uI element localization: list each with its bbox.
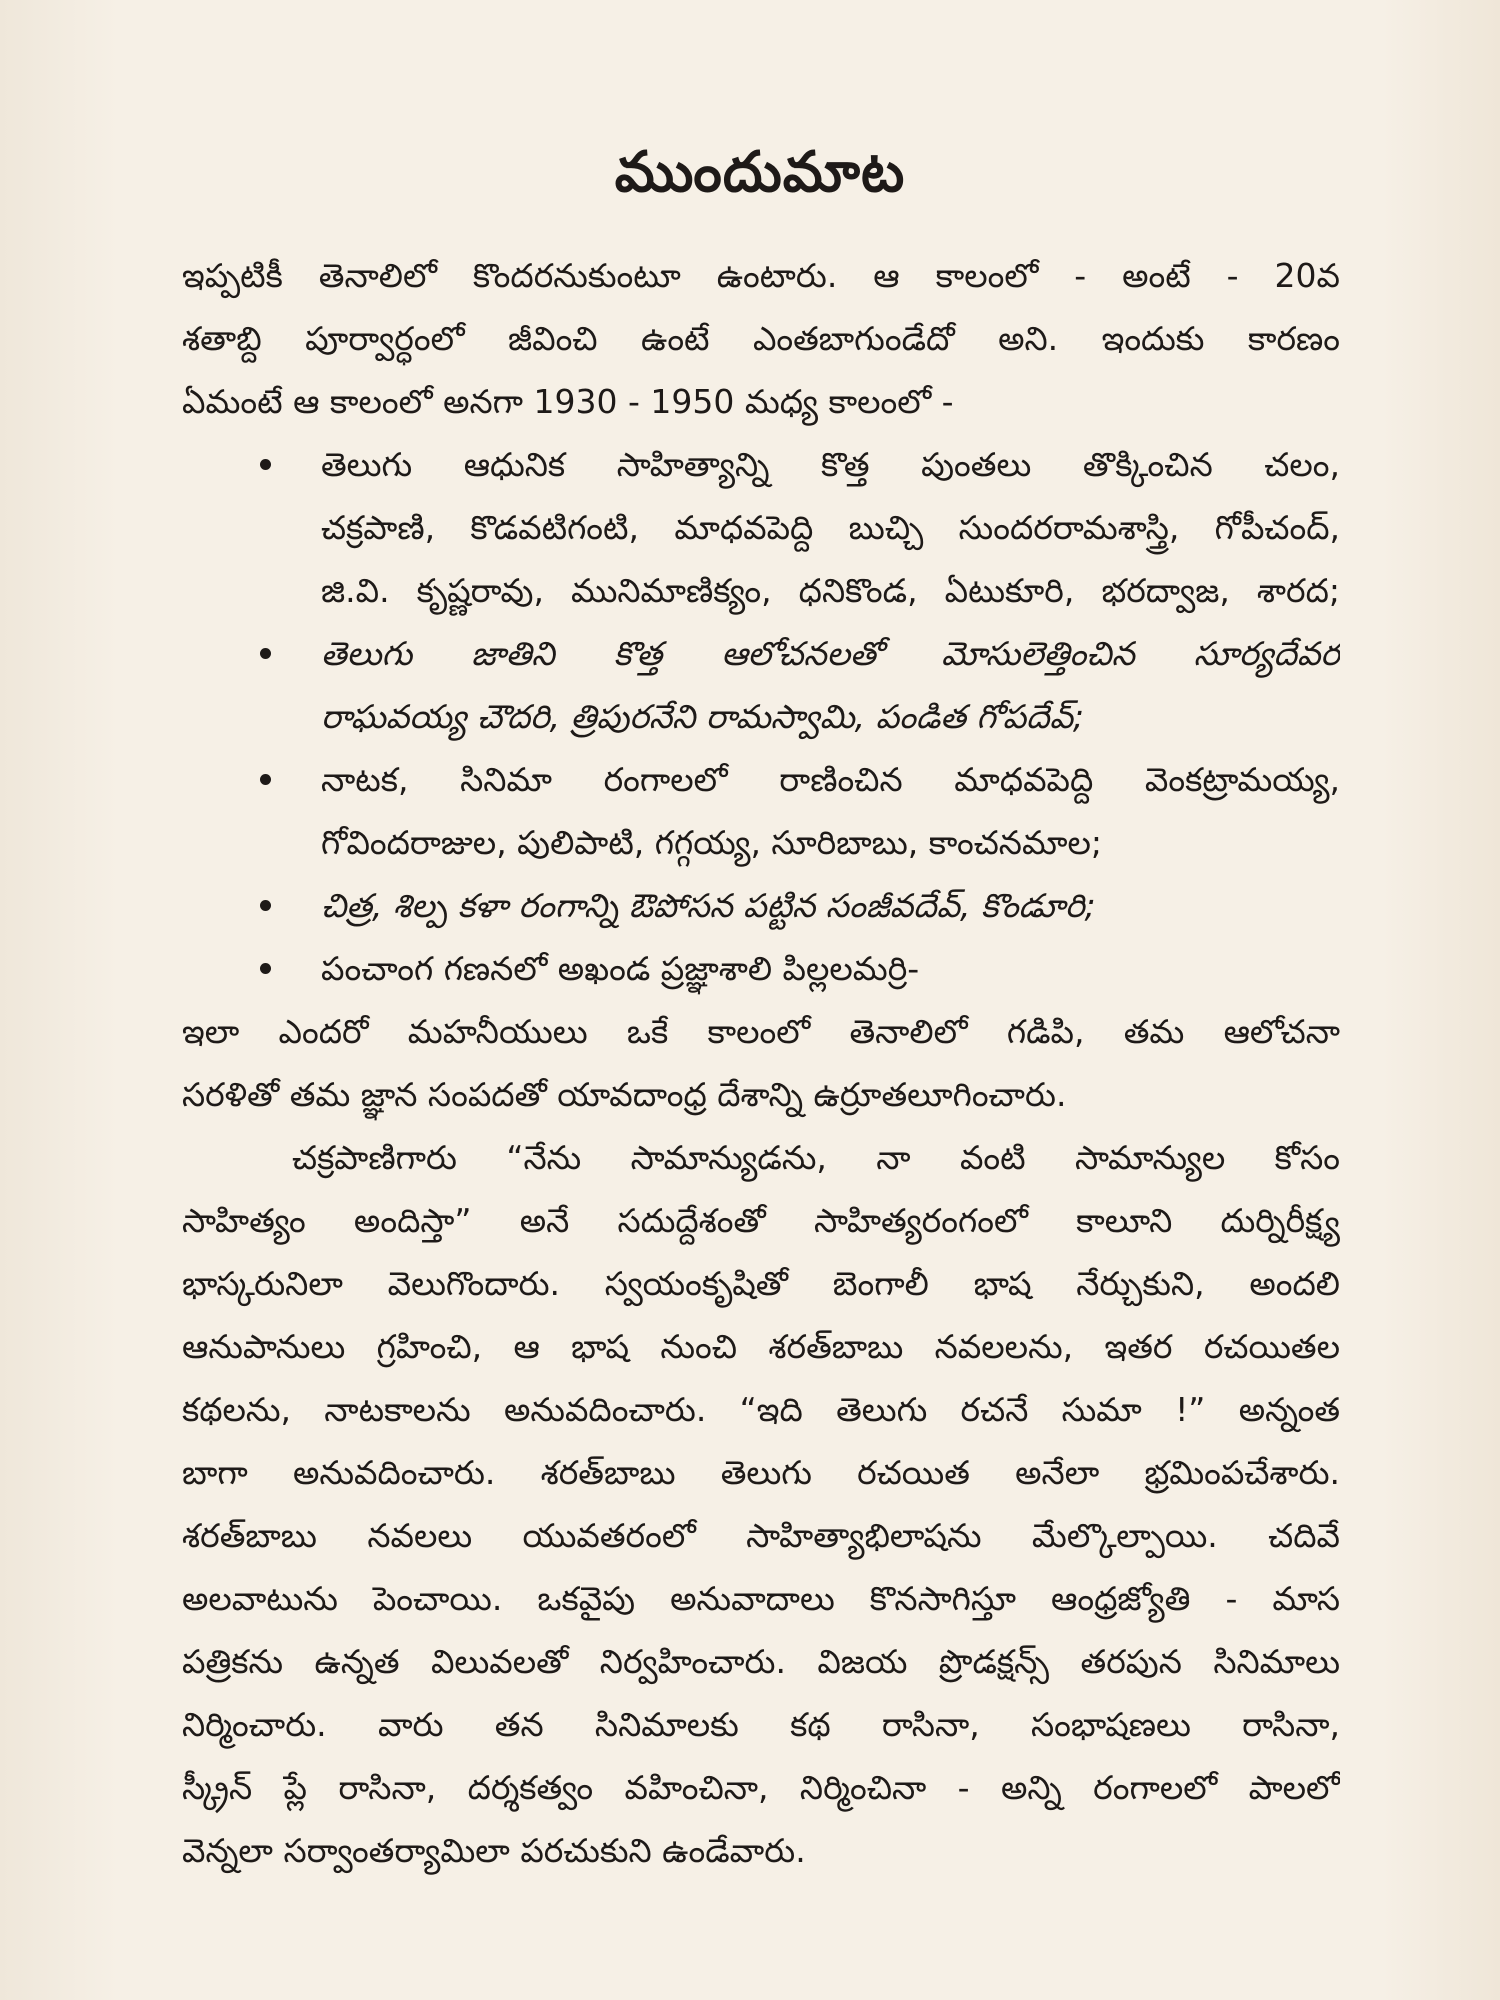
text-line: నాటక, సినిమా రంగాలలో రాణించిన మాధవపెద్ది వెంకట్రామయ్య, [182, 748, 1340, 811]
text-line: శరత్‌బాబు నవలలు యువతరంలో సాహిత్యాభిలాషను మేల్కొల్పాయి. చదివే [182, 1516, 1340, 1555]
bullet-icon [260, 774, 271, 785]
text-line: సాహిత్యం అందిస్తా” అనే సదుద్దేశంతో సాహిత్యరంగంలో కాలూని దుర్నిరీక్ష్య [182, 1201, 1340, 1240]
intro-paragraph [182, 244, 1340, 433]
bullet-icon [260, 648, 271, 659]
list-item [182, 433, 1340, 622]
page-body [182, 244, 1340, 1882]
bullet-icon [260, 963, 271, 974]
text-line: నిర్మించారు. వారు తన సినిమాలకు కథ రాసినా, సంభాషణలు రాసినా, [182, 1705, 1340, 1744]
list-item [182, 748, 1340, 874]
list-item [182, 874, 1340, 937]
text-line: చక్రపాణి, కొడవటిగంటి, మాధవపెద్ది బుచ్చి సుందరరామశాస్త్రి, గోపీచంద్, [321, 508, 1340, 547]
list-item [182, 622, 1340, 748]
text-line: వెన్నలా సర్వాంతర్యామిలా పరచుకుని ఉండేవారు. [182, 1831, 806, 1870]
bullet-list [182, 433, 1340, 1000]
text-line: స్క్రీన్ ప్లే రాసినా, దర్శకత్వం వహించినా, నిర్మించినా - అన్ని రంగాలలో పాలలో [182, 1768, 1340, 1807]
text-line: ఇప్పటికీ తెనాలిలో కొందరనుకుంటూ ఉంటారు. ఆ కాలంలో - అంటే - 20వ [182, 256, 1340, 295]
bullet-icon [260, 459, 271, 470]
paragraph-3 [182, 1126, 1340, 1882]
text-line: తెలుగు జాతిని కొత్త ఆలోచనలతో మోసులెత్తించిన సూర్యదేవర [182, 622, 1340, 685]
text-line: శతాబ్ది పూర్వార్ధంలో జీవించి ఉంటే ఎంతబాగుండేదో అని. ఇందుకు కారణం [182, 319, 1340, 358]
text-line: ఆనుపానులు గ్రహించి, ఆ భాష నుంచి శరత్‌బాబు నవలలను, ఇతర రచయితల [182, 1327, 1340, 1366]
text-line: జి.వి. కృష్ణరావు, మునిమాణిక్యం, ధనికొండ, ఏటుకూరి, భరద్వాజ, శారద; [321, 571, 1340, 610]
text-line: పత్రికను ఉన్నత విలువలతో నిర్వహించారు. విజయ ప్రొడక్షన్స్ తరపున సినిమాలు [182, 1642, 1340, 1681]
text-line: ఏమంటే ఆ కాలంలో అనగా 1930 - 1950 మధ్య కాలంలో - [182, 382, 954, 421]
text-line: గోవిందరాజుల, పులిపాటి, గగ్గయ్య, సూరిబాబు, కాంచనమాల; [321, 823, 1102, 862]
text-line: కథలను, నాటకాలను అనువదించారు. “ఇది తెలుగు రచనే సుమా !” అన్నంత [182, 1390, 1340, 1429]
bullet-icon [260, 900, 271, 911]
page-title: ముందుమాట [614, 140, 906, 205]
list-item [182, 937, 1340, 1000]
text-line: భాస్కరునిలా వెలుగొందారు. స్వయంకృషితో బెంగాలీ భాష నేర్చుకుని, అందలి [182, 1264, 1340, 1303]
text-line: ఇలా ఎందరో మహనీయులు ఒకే కాలంలో తెనాలిలో గడిపి, తమ ఆలోచనా [182, 1012, 1340, 1051]
text-line: చిత్ర, శిల్ప కళా రంగాన్ని ఔపోసన పట్టిన సంజీవదేవ్, కొండూరి; [182, 874, 1340, 937]
text-line: రాఘవయ్య చౌదరి, త్రిపురనేని రామస్వామి, పండిత గోపదేవ్; [321, 697, 1085, 736]
text-line: పంచాంగ గణనలో అఖండ ప్రజ్ఞాశాలి పిల్లలమర్రి- [182, 937, 1340, 1000]
text-line: అలవాటును పెంచాయి. ఒకవైపు అనువాదాలు కొనసాగిస్తూ ఆంధ్రజ్యోతి - మాస [182, 1579, 1340, 1618]
text-line: సరళితో తమ జ్ఞాన సంపదతో యావదాంధ్ర దేశాన్ని ఉర్రూతలూగించారు. [182, 1075, 1067, 1114]
text-line: చక్రపాణిగారు “నేను సామాన్యుడను, నా వంటి సామాన్యుల కోసం [292, 1138, 1340, 1177]
paragraph-2 [182, 1000, 1340, 1126]
text-line: తెలుగు ఆధునిక సాహిత్యాన్ని కొత్త పుంతలు తొక్కించిన చలం, [182, 433, 1340, 496]
text-line: బాగా అనువదించారు. శరత్‌బాబు తెలుగు రచయిత అనేలా భ్రమింపచేశారు. [182, 1453, 1340, 1492]
